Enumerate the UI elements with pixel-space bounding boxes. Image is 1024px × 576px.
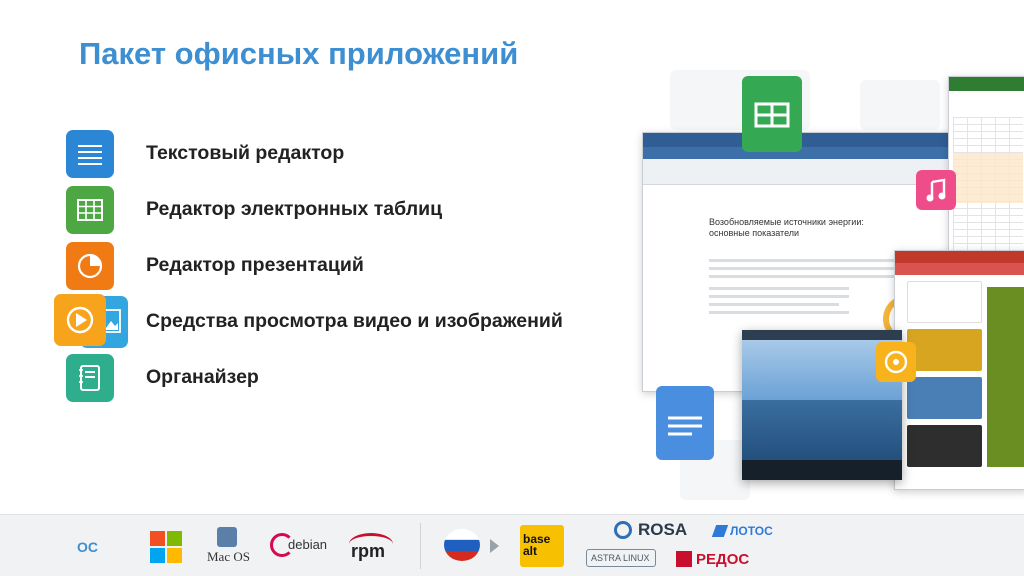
text-document-icon bbox=[66, 130, 114, 178]
spreadsheet-icon bbox=[66, 186, 114, 234]
music-app-icon bbox=[916, 170, 956, 210]
redos-mark-icon bbox=[676, 551, 692, 567]
feature-label: Текстовый редактор bbox=[146, 142, 345, 164]
spreadsheet-app-icon bbox=[742, 76, 802, 152]
mac-face-icon bbox=[217, 527, 237, 547]
basealt-logo-text: base alt bbox=[523, 532, 551, 558]
organizer-icon bbox=[66, 354, 114, 402]
macos-logo bbox=[207, 527, 251, 567]
page-title: Пакет офисных приложений bbox=[79, 36, 519, 71]
astra-linux-logo bbox=[586, 549, 656, 567]
astra-linux-logo-text: ASTRA LINUX bbox=[591, 553, 650, 563]
feature-text-editor bbox=[66, 130, 626, 178]
redos-logo-text: РЕДОС bbox=[696, 551, 750, 568]
feature-presentation bbox=[66, 242, 626, 290]
background-shape bbox=[860, 80, 940, 130]
arrow-right-icon bbox=[490, 539, 499, 553]
document-heading: Возобновляемые источники энергии: основные показатели bbox=[709, 217, 864, 238]
feature-media-viewer bbox=[66, 298, 626, 346]
lotos-logo-text: ЛОТОС bbox=[730, 524, 773, 538]
windows-logo-icon bbox=[150, 531, 182, 563]
video-app-icon bbox=[876, 342, 916, 382]
video-icon bbox=[54, 294, 106, 346]
basealt-logo bbox=[520, 525, 564, 567]
feature-organizer bbox=[66, 354, 626, 402]
debian-logo-text: debian bbox=[288, 537, 328, 552]
lotos-logo bbox=[714, 523, 786, 541]
macos-logo-text: Mac OS bbox=[207, 549, 250, 564]
feature-label: Органайзер bbox=[146, 366, 259, 388]
redos-logo bbox=[676, 549, 756, 571]
feature-label: Средства просмотра видео и изображений bbox=[146, 310, 563, 332]
os-label: ОС bbox=[77, 539, 98, 555]
rpm-logo-text: rpm bbox=[351, 541, 386, 561]
os-support-footer bbox=[0, 514, 1024, 576]
rosa-logo bbox=[614, 520, 694, 542]
russia-flag-icon bbox=[444, 529, 480, 561]
feature-label: Редактор презентаций bbox=[146, 254, 364, 276]
rpm-logo bbox=[345, 533, 399, 561]
footer-divider bbox=[420, 523, 421, 569]
lotos-mark-icon bbox=[712, 525, 728, 537]
rosa-circle-icon bbox=[614, 521, 632, 539]
debian-logo bbox=[270, 531, 330, 561]
feature-label: Редактор электронных таблиц bbox=[146, 198, 443, 220]
presentation-icon bbox=[66, 242, 114, 290]
app-screenshots-collage bbox=[600, 60, 1024, 510]
feature-spreadsheet bbox=[66, 186, 626, 234]
rosa-logo-text: ROSA bbox=[638, 520, 688, 539]
document-app-icon bbox=[656, 386, 714, 460]
